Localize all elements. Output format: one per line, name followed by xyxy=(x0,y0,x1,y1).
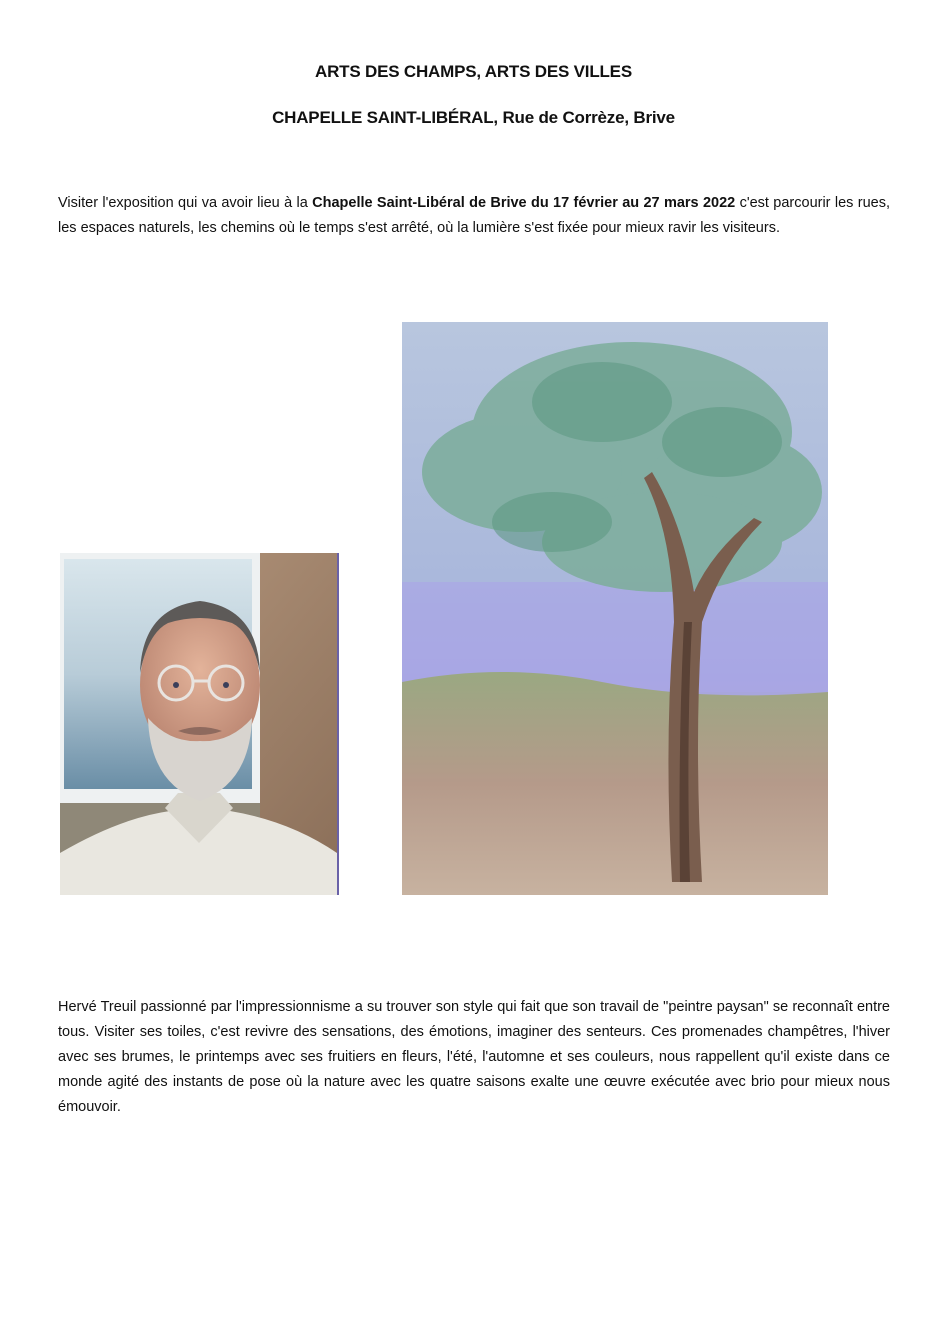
intro-paragraph xyxy=(58,191,890,241)
intro-bold-venue-dates: Chapelle Saint-Libéral de Brive du 17 février au 27 mars 2022 xyxy=(312,195,736,211)
artist-description-paragraph: Hervé Treuil passionné par l'impressionnisme a su trouver son style qui fait que son travail de "peintre paysan" se reconnaît entre tous. Visiter ses toiles, c'est revivre des sensations, des émotions, imaginer des senteurs. Ces promenades champêtres, l'hiver avec ses brumes, le printemps avec ses fruitiers en fleurs, l'été, l'automne et ses couleurs, nous rappellent qu'il existe dans ce monde agité des instants de pose où la nature avec les quatre saisons exalte une œuvre exécutée avec brio pour mieux nous émouvoir. xyxy=(58,999,890,1115)
document-subtitle: CHAPELLE SAINT-LIBÉRAL, Rue de Corrèze, Brive xyxy=(272,108,675,127)
document-title: ARTS DES CHAMPS, ARTS DES VILLES xyxy=(315,62,632,81)
intro-text-end: c'est parcourir les rues, les espaces naturels, les chemins où le temps s'est arrêté, où la lumière s'est fixée pour mieux ravir les visiteurs. xyxy=(58,195,890,236)
artist-portrait-image xyxy=(60,553,339,895)
tree-painting-image xyxy=(402,322,828,895)
intro-text-start: Visiter l'exposition qui va avoir lieu à la xyxy=(58,195,313,211)
